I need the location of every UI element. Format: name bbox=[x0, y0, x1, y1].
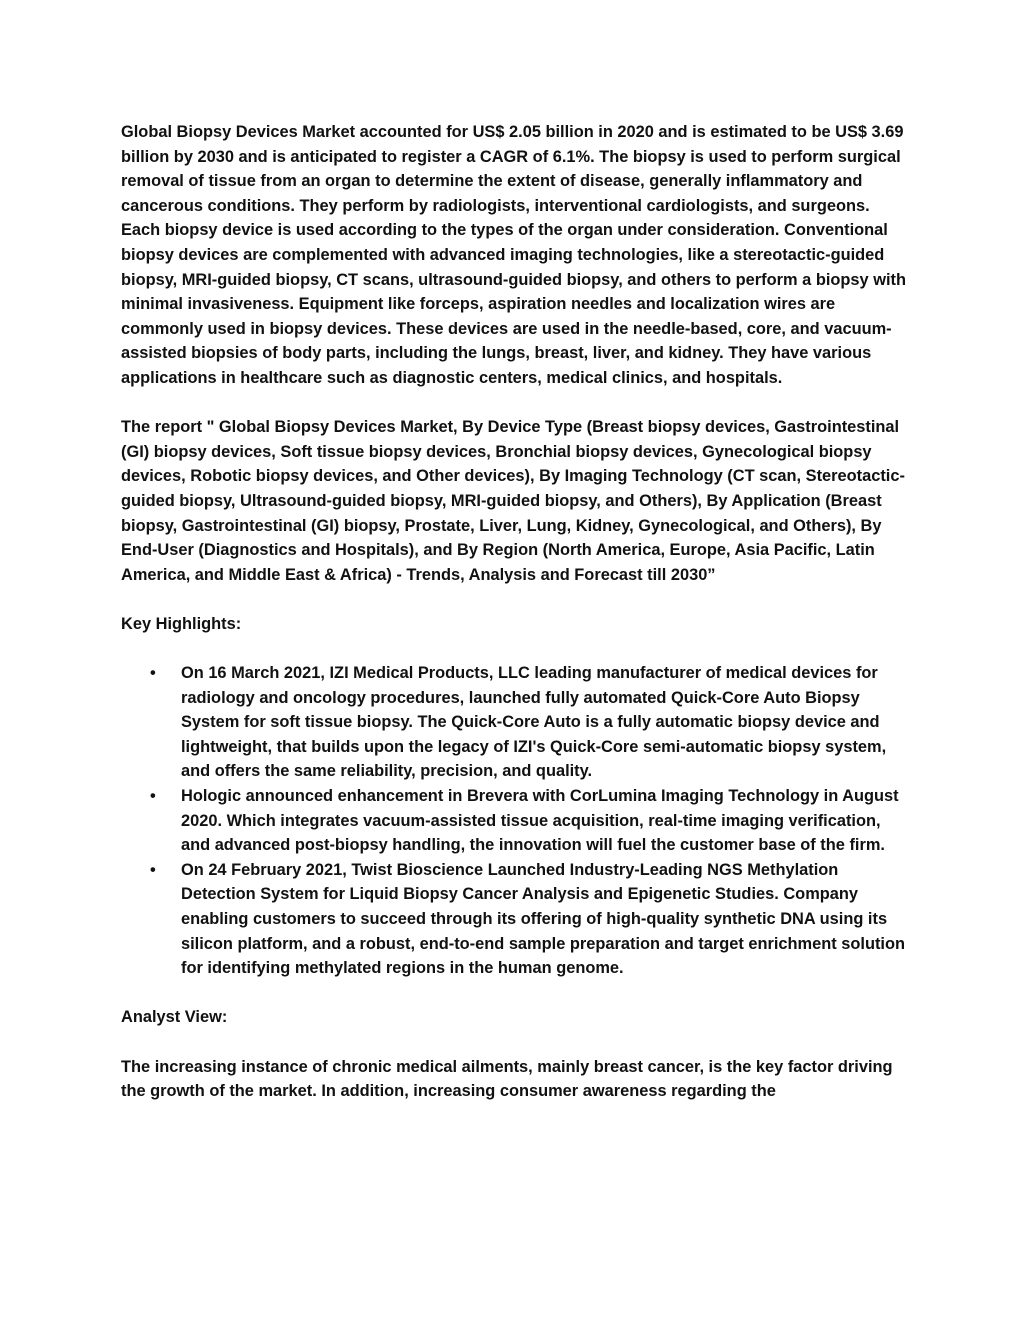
list-item bbox=[150, 858, 911, 981]
analyst-view-paragraph: The increasing instance of chronic medical ailments, mainly breast cancer, is the key factor driving the growth of the market. In addition, increasing consumer awareness regarding the bbox=[121, 1057, 893, 1101]
highlight-text: On 24 February 2021, Twist Bioscience Launched Industry-Leading NGS Methylation Detection System for Liquid Biopsy Cancer Analysis and Epigenetic Studies. Company enabling customers to succeed through its offering of high-quality synthetic DNA using its silicon platform, and a robust, end-to-end sample preparation and target enrichment solution for identifying methylated regions in the human genome. bbox=[181, 860, 905, 978]
highlight-text: Hologic announced enhancement in Brevera with CorLumina Imaging Technology in August 2020. Which integrates vacuum-assisted tissue acquisition, real-time imaging verification, and advanced post-biopsy handling, the innovation will fuel the customer base of the firm. bbox=[181, 787, 899, 855]
list-item bbox=[150, 784, 911, 858]
report-paragraph: The report " Global Biopsy Devices Market, By Device Type (Breast biopsy devices, Gastrointestinal (GI) biopsy devices, Soft tissue biopsy devices, Bronchial biopsy devices, Gynecological biopsy devices, Robotic biopsy devices, and Other devices), By Imaging Technology (CT scan, Stereotactic-guided biopsy, Ultrasound-guided biopsy, MRI-guided biopsy, and Others), By Application (Breast biopsy, Gastrointestinal (GI) biopsy, Prostate, Liver, Lung, Kidney, Gynecological, and Others), By End-User (Diagnostics and Hospitals), and By Region (North America, Europe, Asia Pacific, Latin America, and Middle East & Africa) - Trends, Analysis and Forecast till 2030” bbox=[121, 418, 905, 584]
bullet-icon: • bbox=[150, 787, 156, 806]
bullet-icon: • bbox=[150, 860, 156, 879]
bullet-icon: • bbox=[150, 664, 156, 683]
highlight-text: On 16 March 2021, IZI Medical Products, LLC leading manufacturer of medical devices for radiology and oncology procedures, launched fully automated Quick-Core Auto Biopsy System for soft tissue biopsy. The Quick-Core Auto is a fully automatic biopsy device and lightweight, that builds upon the legacy of IZI's Quick-Core semi-automatic biopsy system, and offers the same reliability, precision, and quality. bbox=[181, 664, 887, 781]
list-item bbox=[150, 661, 911, 784]
document-body bbox=[121, 120, 911, 1104]
analyst-view-heading: Analyst View: bbox=[121, 1008, 228, 1027]
intro-paragraph: Global Biopsy Devices Market accounted for US$ 2.05 billion in 2020 and is estimated to be US$ 3.69 billion by 2030 and is anticipated to register a CAGR of 6.1%. The biopsy is used to perform surgical removal of tissue from an organ to determine the extent of disease, generally inflammatory and cancerous conditions. They perform by radiologists, interventional cardiologists, and surgeons. Each biopsy device is used according to the types of the organ under consideration. Conventional biopsy devices are complemented with advanced imaging technologies, like a stereotactic-guided biopsy, MRI-guided biopsy, CT scans, ultrasound-guided biopsy, and others to perform a biopsy with minimal invasiveness. Equipment like forceps, aspiration needles and localization wires are commonly used in biopsy devices. These devices are used in the needle-based, core, and vacuum-assisted biopsies of body parts, including the lungs, breast, liver, and kidney. They have various applications in healthcare such as diagnostic centers, medical clinics, and hospitals. bbox=[121, 123, 906, 387]
key-highlights-heading: Key Highlights: bbox=[121, 614, 242, 633]
key-highlights-list bbox=[121, 661, 911, 981]
